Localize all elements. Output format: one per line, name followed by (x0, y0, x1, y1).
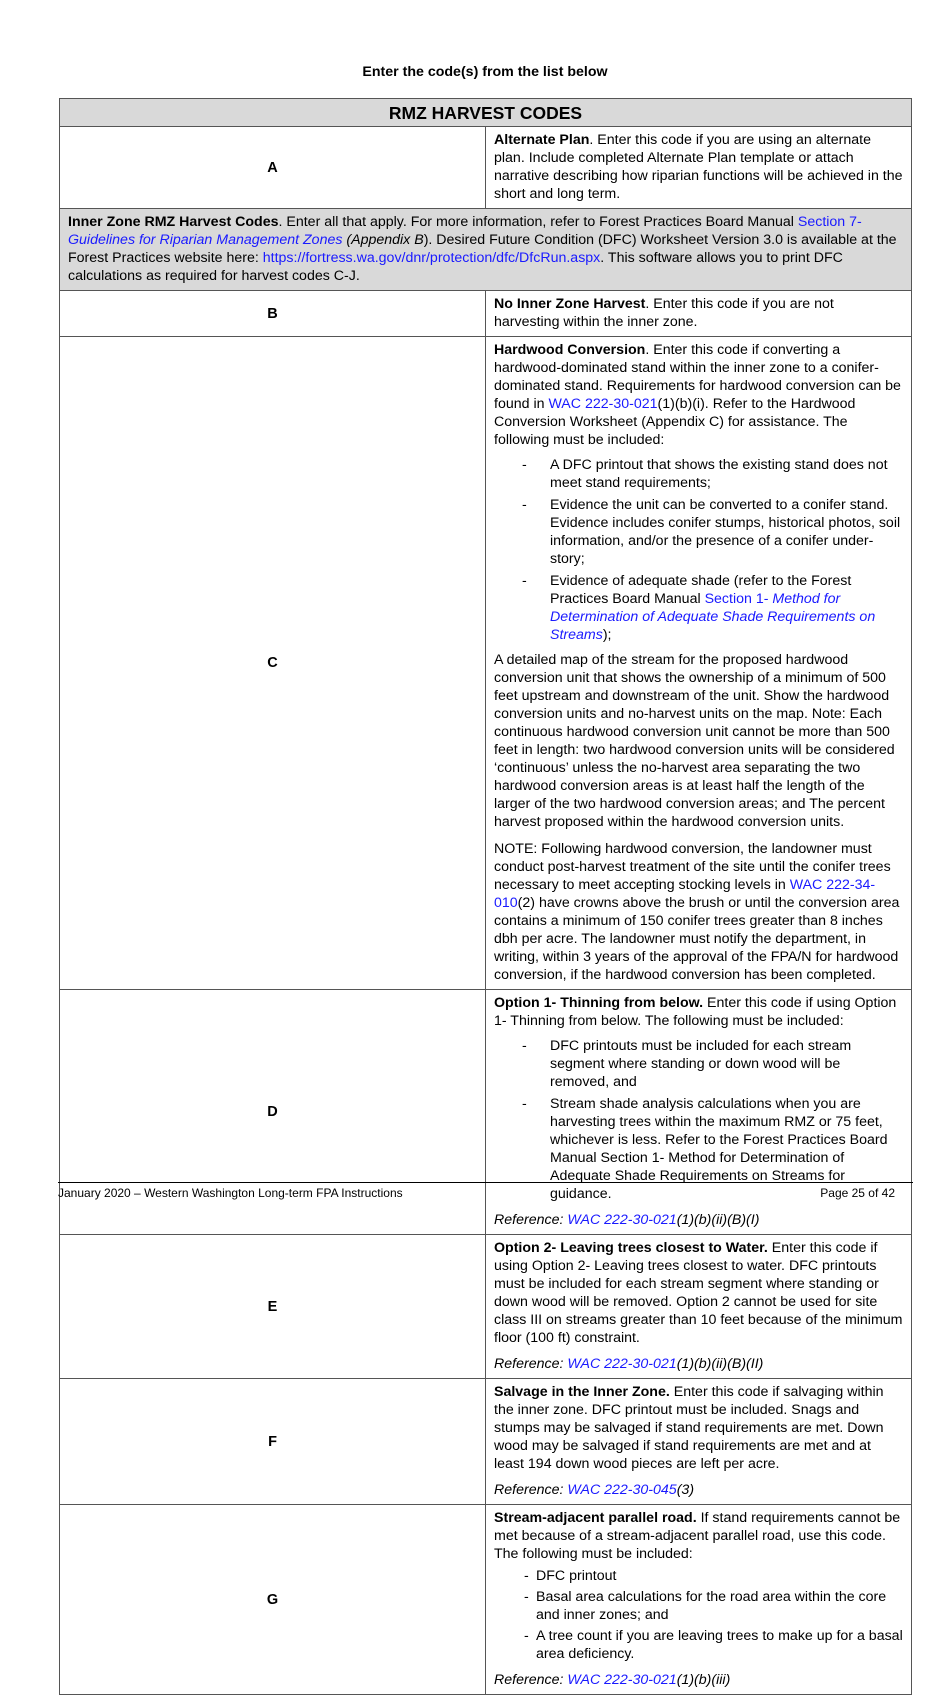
code-title: Alternate Plan (494, 132, 590, 148)
code-label: A (60, 127, 486, 209)
reference: Reference: WAC 222-30-021(1)(b)(ii)(B)(I) (494, 1212, 760, 1228)
code-title: Option 1- Thinning from below. (494, 995, 704, 1011)
inner-zone-text-3: . This software allows you to print DFC calculations as required for harvest codes C-J. (68, 250, 843, 284)
inner-zone-text-2: ). Desired Future Condition (DFC) Worksheet Version 3.0 is available at the Forest Practices website here: (68, 232, 897, 266)
code-description (486, 1379, 912, 1505)
board-manual-section7-link[interactable]: Section 7- Guidelines for Riparian Management Zones (68, 214, 862, 248)
code-label: D (60, 990, 486, 1235)
code-row-a (60, 127, 912, 209)
table-title: RMZ HARVEST CODES (60, 99, 912, 127)
code-text: . Enter this code if you are using an alternate plan. Include completed Alternate Plan template or attach narrative describing how riparian functions will be achieved in the short and long term. (494, 132, 903, 202)
appendix-b-ref: (Appendix B (342, 232, 424, 248)
wac-222-30-021-link[interactable]: WAC 222-30-021 (548, 396, 658, 412)
footer-page-number: Page 25 of 42 (820, 1186, 895, 1200)
code-text: Enter this code if using Option 2- Leaving trees closest to water. DFC printouts must be included for each stream segment where standing or down wood will be removed. Option 2 cannot be used for site class III on streams greater than 10 feet because of the minimum floor (100 ft) constraint. (494, 1240, 903, 1346)
code-row-g (60, 1505, 912, 1695)
code-row-e (60, 1235, 912, 1379)
code-title: Option 2- Leaving trees closest to Water. (494, 1240, 768, 1256)
code-text: If stand requirements cannot be met because of a stream-adjacent parallel road, use this code. The following must be included: (494, 1510, 901, 1562)
code-description (486, 1505, 912, 1695)
footer-document-title: January 2020 – Western Washington Long-term FPA Instructions (58, 1186, 403, 1200)
inner-zone-row (60, 209, 912, 291)
map-paragraph: A detailed map of the stream for the proposed hardwood conversion unit that shows the ownership of a minimum of 500 feet upstream and downstream of the unit. Show the hardwood conversion units and no-harvest units on the map. Note: Each continuous hardwood conversion unit cannot be more than 500 feet in length: two hardwood conversion units will be considered ‘continuous’ unless the no-harvest area separating the two hardwood conversion areas is at least half the length of the larger of the two hardwood conversion areas; and The percent harvest proposed within the hardwood conversion units. (494, 652, 895, 830)
code-label: F (60, 1379, 486, 1505)
list-item: - Stream shade analysis calculations when you are harvesting trees within the maximum RMZ or 75 feet, whichever is less. Refer to the Forest Practices Board Manual Section 1- Method for Determination of Adequate Shade Requirements on Streams for guidance. (494, 1095, 903, 1203)
table-title-row (60, 99, 912, 127)
wac-222-34-010-link[interactable]: WAC 222-34-010 (494, 877, 876, 911)
code-text: Enter this code if using Option 1- Thinning from below. The following must be included: (494, 995, 897, 1029)
code-row-c (60, 337, 912, 990)
code-label: E (60, 1235, 486, 1379)
page-heading: Enter the code(s) from the list below (362, 64, 608, 80)
code-label: B (60, 291, 486, 337)
code-label: C (60, 337, 486, 990)
wac-reference-link[interactable]: WAC 222-30-021 (567, 1672, 677, 1688)
list-item: - Evidence the unit can be converted to a conifer stand. Evidence includes conifer stumps, historical photos, soil information, and/or the presence of a conifer under-story; (494, 496, 903, 568)
footer-divider (58, 1182, 913, 1183)
code-description (486, 337, 912, 990)
reference: Reference: WAC 222-30-045(3) (494, 1482, 695, 1498)
list-item: - Basal area calculations for the road area within the core and inner zones; and (494, 1588, 903, 1624)
requirements-list (494, 456, 903, 644)
code-title: Stream-adjacent parallel road. (494, 1510, 697, 1526)
list-item: - DFC printout (494, 1567, 903, 1585)
list-item: - A DFC printout that shows the existing stand does not meet stand requirements; (494, 456, 903, 492)
requirements-list (494, 1037, 903, 1203)
code-description (486, 127, 912, 209)
list-item: - A tree count if you are leaving trees to make up for a basal area deficiency. (494, 1627, 903, 1663)
code-title: No Inner Zone Harvest (494, 296, 646, 312)
board-manual-section1-link[interactable]: Section 1- Method for Determination of Adequate Shade Requirements on Streams (550, 591, 876, 643)
code-title: Hardwood Conversion (494, 342, 646, 358)
list-item: - Evidence of adequate shade (refer to the Forest Practices Board Manual Section 1- Method for Determination of Adequate Shade Requirements on Streams); (494, 572, 903, 644)
code-title: Salvage in the Inner Zone. (494, 1384, 670, 1400)
requirements-list (494, 1567, 903, 1663)
note-paragraph: NOTE: Following hardwood conversion, the landowner must conduct post-harvest treatment of the site until the conifer trees necessary to meet accepting stocking levels in WAC 222-34-010(2) have crowns above the brush or until the conversion area contains a minimum of 150 conifer trees greater than 8 inches dbh per acre. The landowner must notify the department, in writing, within 3 years of the approval of the FPA/N for hardwood conversion, if the hardwood conversion has been completed. (494, 841, 900, 983)
reference: Reference: WAC 222-30-021(1)(b)(iii) (494, 1672, 731, 1688)
code-description (486, 1235, 912, 1379)
inner-zone-description (60, 209, 912, 291)
list-item: - DFC printouts must be included for each stream segment where standing or down wood will be removed, and (494, 1037, 903, 1091)
inner-zone-text: . Enter all that apply. For more information, refer to Forest Practices Board Manual (278, 214, 798, 230)
dfc-worksheet-link[interactable]: https://fortress.wa.gov/dnr/protection/dfc/DfcRun.aspx (262, 250, 601, 266)
wac-reference-link[interactable]: WAC 222-30-045 (567, 1482, 677, 1498)
code-row-f (60, 1379, 912, 1505)
code-text: Enter this code if salvaging within the inner zone. DFC printout must be included. Snags and stumps may be salvaged if stand requirements are met. Down wood may be salvaged if stand requirements are met and at least 194 down wood pieces are left per acre. (494, 1384, 884, 1472)
reference: Reference: WAC 222-30-021(1)(b)(ii)(B)(II) (494, 1356, 764, 1372)
code-description (486, 291, 912, 337)
rmz-harvest-codes-table (59, 98, 912, 1695)
code-text: . Enter this code if you are not harvesting within the inner zone. (494, 296, 834, 330)
code-row-b (60, 291, 912, 337)
code-text: . Enter this code if converting a hardwood-dominated stand within the inner zone to a conifer-dominated stand. Requirements for hardwood conversion can be found in (494, 342, 901, 412)
code-label: G (60, 1505, 486, 1695)
wac-reference-link[interactable]: WAC 222-30-021 (567, 1356, 677, 1372)
inner-zone-title: Inner Zone RMZ Harvest Codes (68, 214, 279, 230)
wac-reference-link[interactable]: WAC 222-30-021 (567, 1212, 677, 1228)
code-text-2: (1)(b)(i). Refer to the Hardwood Conversion Worksheet (Appendix C) for assistance. The following must be included: (494, 396, 856, 448)
